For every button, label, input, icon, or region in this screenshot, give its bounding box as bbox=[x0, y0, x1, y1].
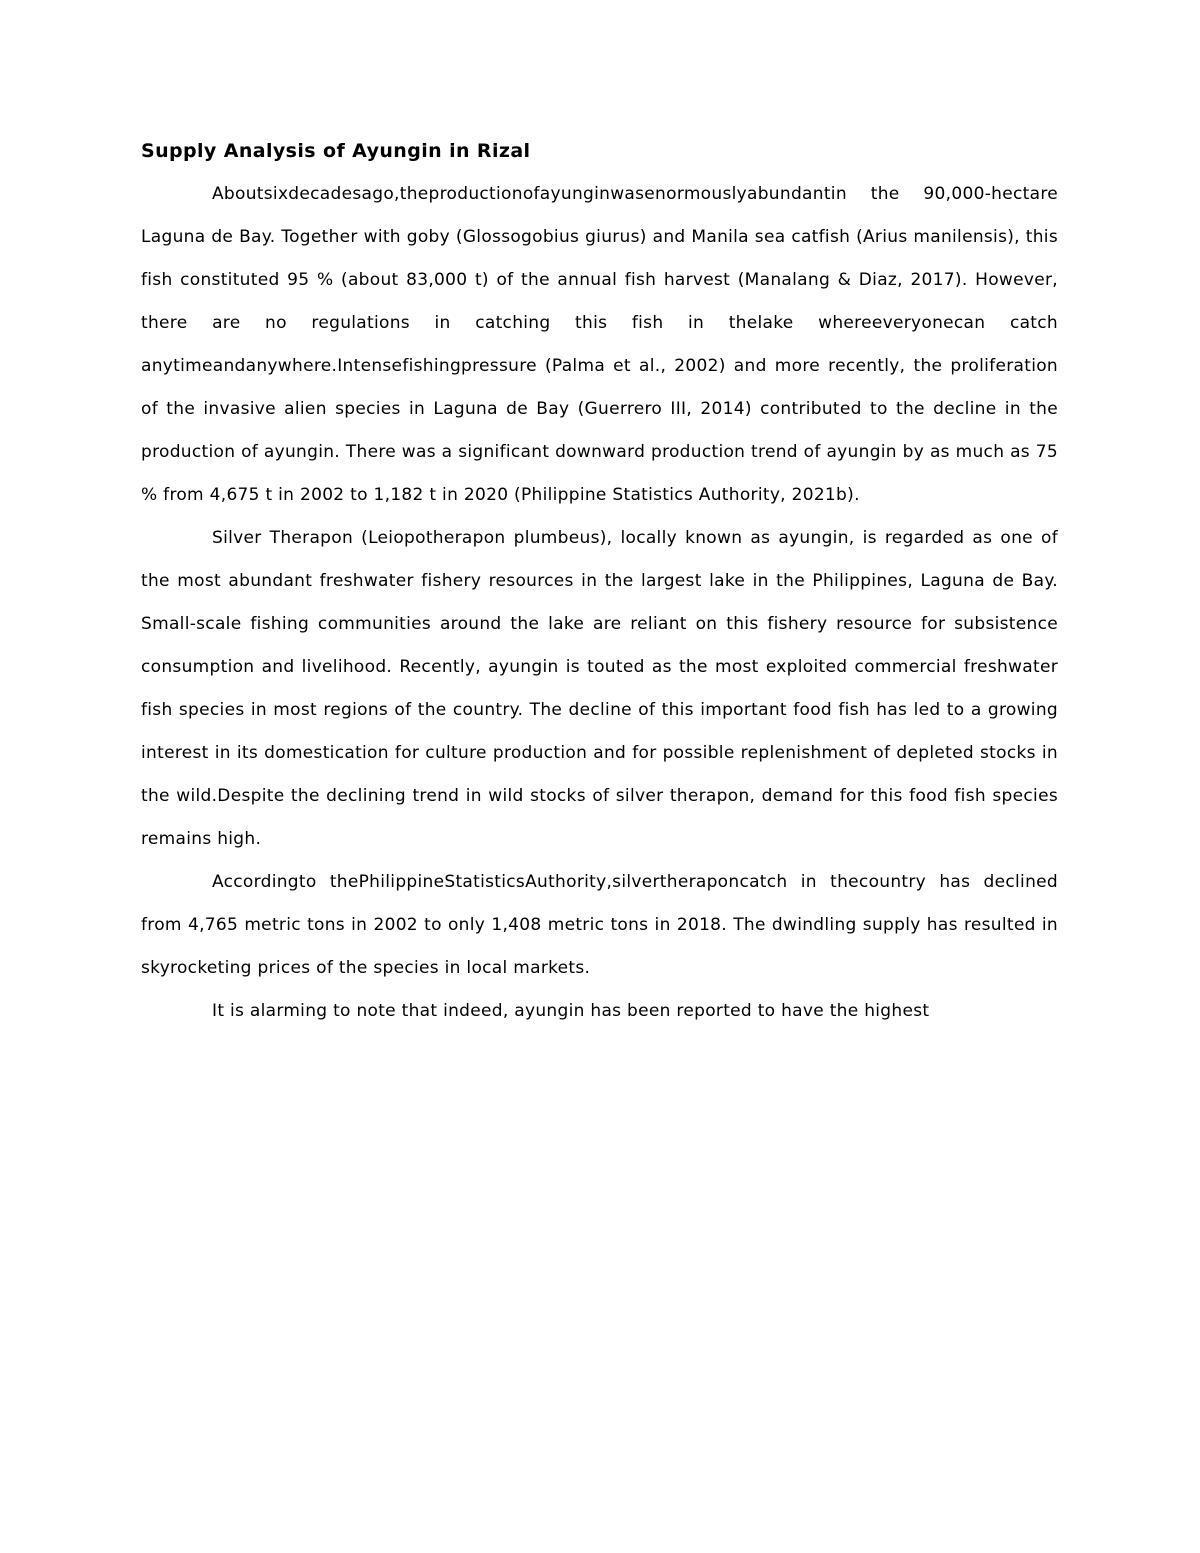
document-title: Supply Analysis of Ayungin in Rizal bbox=[141, 140, 531, 162]
paragraph-supply-history: Aboutsixdecadesago,theproductionofayunginwasenormouslyabundantin the 90,000-hectare Laguna de Bay. Together with goby (Glossogobius giurus) and Manila sea catfish (Arius manilensis), this fish constituted 95 % (about 83,000 t) of the annual fish harvest (Manalang & Diaz, 2017). However, there are no regulations in catching this fish in thelake whereeveryonecan catch anytimeandanywhere.Intensefishingpressure (Palma et al., 2002) and more recently, the proliferation of the invasive alien species in Laguna de Bay (Guerrero III, 2014) contributed to the decline in the production of ayungin. There was a significant downward production trend of ayungin by as much as 75 % from 4,675 t in 2002 to 1,182 t in 2020 (Philippine Statistics Authority, 2021b). bbox=[141, 184, 1058, 505]
paragraph-silver-therapon: Silver Therapon (Leiopotherapon plumbeus), locally known as ayungin, is regarded as one of the most abundant freshwater fishery resources in the largest lake in the Philippines, Laguna de Bay. Small-scale fishing communities around the lake are reliant on this fishery resource for subsistence consumption and livelihood. Recently, ayungin is touted as the most exploited commercial freshwater fish species in most regions of the country. The decline of this important food fish has led to a growing interest in its domestication for culture production and for possible replenishment of depleted stocks in the wild.Despite the declining trend in wild stocks of silver therapon, demand for this food fish species remains high. bbox=[141, 528, 1058, 849]
paragraph-alarming-note: It is alarming to note that indeed, ayungin has been reported to have the highest bbox=[212, 1001, 930, 1021]
document-content bbox=[141, 130, 1058, 1033]
paragraph-psa-catch-decline: Accordingto thePhilippineStatisticsAuthority,silvertheraponcatch in thecountry has declined from 4,765 metric tons in 2002 to only 1,408 metric tons in 2018. The dwindling supply has resulted in skyrocketing prices of the species in local markets. bbox=[141, 872, 1058, 978]
